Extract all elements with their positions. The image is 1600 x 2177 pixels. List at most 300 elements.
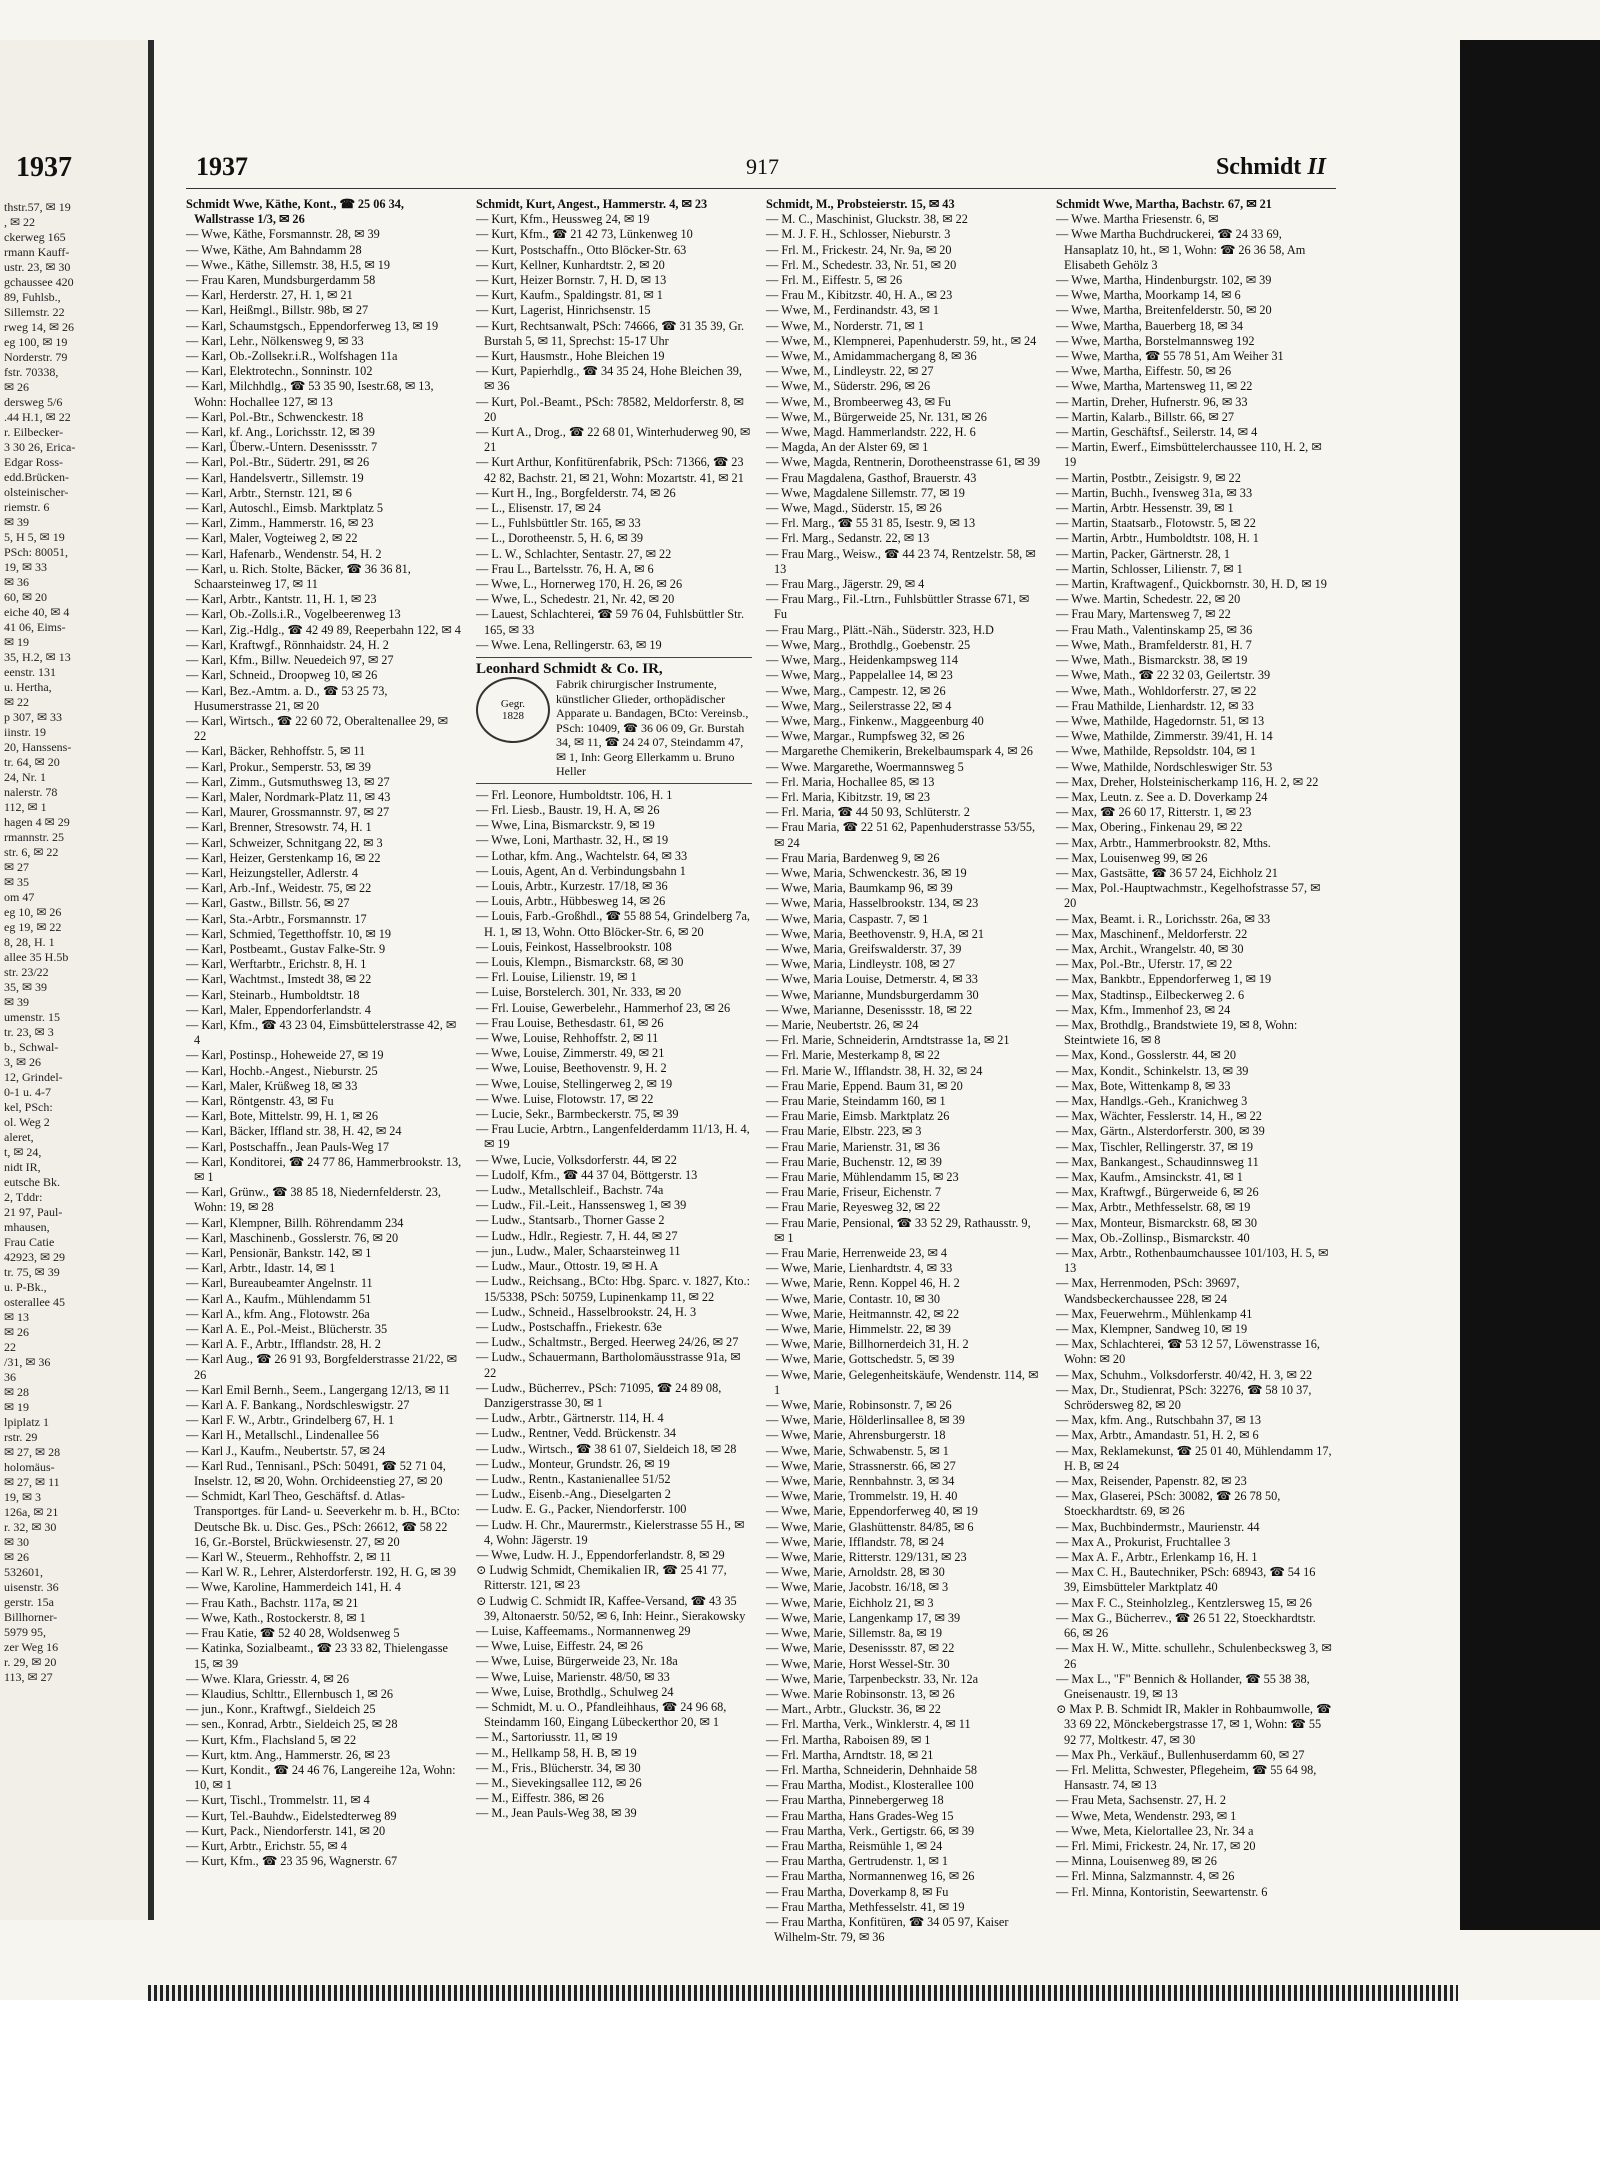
directory-entry: — Karl, Wachtmst., Imstedt 38, ✉ 22 <box>186 972 372 987</box>
directory-entry: — Karl, Hochb.-Angest., Nieburstr. 25 <box>186 1063 378 1078</box>
directory-entry: — Frl. Liesb., Baustr. 19, H. A, ✉ 26 <box>476 803 660 817</box>
left-page-line: hagen 4 ✉ 29 <box>4 815 70 829</box>
directory-entry: — Wwe, Lina, Bismarckstr. 9, ✉ 19 <box>476 818 655 833</box>
directory-entry: — Wwe, Mathilde, Nordschleswiger Str. 53 <box>1056 759 1273 774</box>
column-4 <box>1056 197 1332 1945</box>
directory-entry: — Wwe, L., Hornerweg 170, H. 26, ✉ 26 <box>476 577 683 592</box>
directory-entry: — Karl, Zig.-Hdlg., ☎ 42 49 89, Reeperbahn 122, ✉ 4 <box>186 622 461 637</box>
directory-entry: — Ludw., Schauermann, Bartholomäusstrasse 91a, ✉ 22 <box>476 1350 741 1380</box>
left-page-line: 22 <box>4 1340 16 1354</box>
directory-entry: — Kurt A., Drog., ☎ 22 68 01, Winterhuderweg 90, ✉ 21 <box>476 425 751 455</box>
directory-entry: — Wwe, Luise, Brothdlg., Schulweg 24 <box>476 1684 674 1699</box>
directory-entry: — Frau Marg., Fil.-Ltrn., Fuhlsbüttler Strasse 671, ✉ Fu <box>766 592 1030 622</box>
directory-entry: — Frau Karen, Mundsburgerdamm 58 <box>186 273 376 288</box>
directory-entry: — Karl, Pol.-Btr., Schwenckestr. 18 <box>186 409 364 424</box>
directory-entry: — Wwe, Louise, Stellingerweg 2, ✉ 19 <box>476 1076 673 1091</box>
left-page-line: str. 6, ✉ 22 <box>4 845 59 859</box>
left-page-line: 19, ✉ 33 <box>4 560 48 574</box>
directory-entry: — Karl, Konditorei, ☎ 24 77 86, Hammerbrookstr. 13, ✉ 1 <box>186 1154 462 1184</box>
directory-entry: — Wwe, Marie, Contastr. 10, ✉ 30 <box>766 1291 941 1306</box>
directory-entry: — Frau Magdalena, Gasthof, Brauerstr. 43 <box>766 470 977 485</box>
directory-entry: — Klaudius, Schlttr., Ellernbusch 1, ✉ 26 <box>186 1686 394 1701</box>
directory-entry: — Wwe, Marie, Schwabenstr. 5, ✉ 1 <box>766 1443 949 1458</box>
directory-entry: — Wwe, Marie, Heitmannstr. 42, ✉ 22 <box>766 1306 960 1321</box>
directory-entry: — Wwe, Marg., Brothdlg., Goebenstr. 25 <box>766 637 971 652</box>
left-page-line: riemstr. 6 <box>4 500 50 514</box>
directory-entry: — Frl. Maria, ☎ 44 50 93, Schlüterstr. 2 <box>766 805 970 820</box>
directory-entry: — Wwe, Marie, Himmelstr. 22, ✉ 39 <box>766 1322 951 1337</box>
left-page-line: rstr. 29 <box>4 1430 38 1444</box>
directory-entry: — Wwe, Margar., Rumpfsweg 32, ✉ 26 <box>766 729 965 744</box>
directory-entry: — Karl, Arb.-Inf., Weidestr. 75, ✉ 22 <box>186 881 372 896</box>
directory-entry: — Wwe, M., Klempnerei, Papenhuderstr. 59, ht., ✉ 24 <box>766 333 1037 348</box>
left-page-line: eg 100, ✉ 19 <box>4 335 68 349</box>
directory-entry: — Wwe, Marie, Gelegenheitskäufe, Wendenstr. 114, ✉ 1 <box>766 1367 1039 1397</box>
left-page-line: r. 29, ✉ 20 <box>4 1655 57 1669</box>
directory-entry: — Wwe, Maria, Baumkamp 96, ✉ 39 <box>766 881 953 896</box>
left-page-line: Sillemstr. 22 <box>4 305 65 319</box>
directory-entry: — Frl. Maria, Kibitzstr. 19, ✉ 23 <box>766 789 931 804</box>
directory-entry: — Karl, Zimm., Hammerstr. 16, ✉ 23 <box>186 516 374 531</box>
directory-entry: — Karl Aug., ☎ 26 91 93, Borgfelderstrasse 21/22, ✉ 26 <box>186 1352 457 1382</box>
directory-entry: — Wwe, Marg., Finkenw., Maggeenburg 40 <box>766 713 984 728</box>
left-page-line: thstr.57, ✉ 19 <box>4 200 71 214</box>
directory-entry: — Karl, Klempner, Billh. Röhrendamm 234 <box>186 1215 404 1230</box>
directory-entry: — Frau Math., Valentinskamp 25, ✉ 36 <box>1056 622 1253 637</box>
directory-entry: — Karl, Schmied, Tegetthoffstr. 10, ✉ 19 <box>186 926 392 941</box>
directory-entry: — Wwe, Marie, Ahrensburgerstr. 18 <box>766 1428 946 1443</box>
directory-entry: — Karl, Steinarb., Humboldtstr. 18 <box>186 987 360 1002</box>
directory-entry: — Wwe, Mathilde, Hagedornstr. 51, ✉ 13 <box>1056 713 1265 728</box>
directory-entry: — Ludw., Fil.-Leit., Hanssensweg 1, ✉ 39 <box>476 1198 687 1213</box>
directory-entry: — Max, Dreher, Holsteinischerkamp 116, H. 2, ✉ 22 <box>1056 774 1319 789</box>
directory-entry: — Louis, Agent, An d. Verbindungsbahn 1 <box>476 863 686 878</box>
directory-entry: — Karl, Prokur., Semperstr. 53, ✉ 39 <box>186 759 371 774</box>
directory-entry: — Frau Marie, Pensional, ☎ 33 52 29, Rathausstr. 9, ✉ 1 <box>766 1215 1031 1245</box>
left-page-line: 42923, ✉ 29 <box>4 1250 66 1264</box>
left-page-line: rmann Kauff- <box>4 245 70 259</box>
directory-entry: — Frl. Marie, Schneiderin, Arndtstrasse 1a, ✉ 21 <box>766 1033 1010 1048</box>
directory-entry: — Ludw., Reichsang., BCto: Hbg. Sparc. v. 1827, Kto.: 15/5338, PSch: 50759, Lupinenkamp 11, ✉ 22 <box>476 1274 751 1304</box>
directory-entry: — Magda, An der Alster 69, ✉ 1 <box>766 440 929 455</box>
directory-entry: — Wwe, Marie, Robinsonstr. 7, ✉ 26 <box>766 1398 952 1413</box>
directory-entry: — Martin, Staatsarb., Flotowstr. 5, ✉ 22 <box>1056 516 1256 531</box>
left-page-line: /31, ✉ 36 <box>4 1355 51 1369</box>
directory-entry: — Frau Maria, ☎ 22 51 62, Papenhuderstrasse 53/55, ✉ 24 <box>766 820 1036 850</box>
directory-entry: — Frau L., Bartelsstr. 76, H. A, ✉ 6 <box>476 561 654 576</box>
page-header <box>186 150 1336 189</box>
directory-entry: — L., Dorotheenstr. 5, H. 6, ✉ 39 <box>476 531 644 546</box>
directory-entry: — Frl. Louise, Gewerbelehr., Hammerhof 23, ✉ 26 <box>476 1000 731 1015</box>
directory-entry: — Frl. Martha, Verk., Winklerstr. 4, ✉ 11 <box>766 1717 971 1732</box>
directory-entry: — Martin, Arbtr. Hessenstr. 39, ✉ 1 <box>1056 501 1234 516</box>
left-page-lines <box>4 200 144 1685</box>
directory-entry: — Frau Martha, Normannenweg 16, ✉ 26 <box>766 1869 975 1884</box>
left-page-line: rweg 14, ✉ 26 <box>4 320 75 334</box>
directory-entry: — Karl, Maler, Krüßweg 18, ✉ 33 <box>186 1078 358 1093</box>
directory-entry: — Ludw., Arbtr., Gärtnerstr. 114, H. 4 <box>476 1411 664 1426</box>
left-page-line: dersweg 5/6 <box>4 395 63 409</box>
advertisement-box <box>476 657 752 784</box>
directory-entry: — Frl. Martha, Raboisen 89, ✉ 1 <box>766 1732 931 1747</box>
left-page-line: 35, H.2, ✉ 13 <box>4 650 71 664</box>
directory-entry: — Karl, Kfm., ☎ 43 23 04, Eimsbüttelerstrasse 42, ✉ 4 <box>186 1017 457 1048</box>
directory-entry: — Wwe, Käthe, Am Bahndamm 28 <box>186 242 362 257</box>
directory-entry: — Karl, Arbtr., Idastr. 14, ✉ 1 <box>186 1261 336 1276</box>
left-page-line: 12, Grindel- <box>4 1070 63 1084</box>
left-page-line: ✉ 35 <box>4 875 30 889</box>
directory-entry: — Wwe, M., Brombeerweg 43, ✉ Fu <box>766 394 951 409</box>
directory-entry: — Karl, Hafenarb., Wendenstr. 54, H. 2 <box>186 546 382 561</box>
directory-entry: — Schmidt, Karl Theo, Geschäftsf. d. Atlas-Transportges. für Land- u. Seeverkehr m. b. H., BCto: Deutsche Bk. u. Disc. Ges., PSch: 26612, ☎ 58 22 16, Gr.-Borstel, Brückwiesenstr. 27, ✉ 20 <box>186 1489 460 1549</box>
left-page-line: 5979 95, <box>4 1625 46 1639</box>
directory-entry: — Wwe, Marie, Glashüttenstr. 84/85, ✉ 6 <box>766 1519 974 1534</box>
directory-entry: — Ludw., Rentner, Vedd. Brückenstr. 34 <box>476 1426 676 1441</box>
directory-page <box>186 150 1336 1980</box>
directory-entry: — Wwe, Louise, Rehhoffstr. 2, ✉ 11 <box>476 1031 659 1046</box>
directory-entry: — Wwe, Marie, Sillemstr. 8a, ✉ 19 <box>766 1626 943 1641</box>
directory-entry: — Frau Kath., Bachstr. 117a, ✉ 21 <box>186 1595 359 1610</box>
directory-entry: — Kurt, Tischl., Trommelstr. 11, ✉ 4 <box>186 1793 370 1808</box>
directory-entry: — Wwe, Marie, Eppendorferweg 40, ✉ 19 <box>766 1504 978 1519</box>
left-page-line: eenstr. 131 <box>4 665 56 679</box>
directory-entry: — Frl. Louise, Lilienstr. 19, ✉ 1 <box>476 970 637 985</box>
directory-entry: — jun., Konr., Kraftwgf., Sieldeich 25 <box>186 1702 376 1717</box>
directory-entry: — Wwe, Math., Wohldorferstr. 27, ✉ 22 <box>1056 683 1257 698</box>
directory-entry: — Frau Meta, Sachsenstr. 27, H. 2 <box>1056 1793 1227 1808</box>
directory-entry: — L., Elisenstr. 17, ✉ 24 <box>476 501 601 516</box>
left-page-line: ol. Weg 2 <box>4 1115 50 1129</box>
directory-entry: — Kurt, Kaufm., Spaldingstr. 81, ✉ 1 <box>476 288 663 303</box>
directory-entry: — Wwe, Marg., Heidenkampsweg 114 <box>766 653 959 668</box>
directory-entry: — Wwe. Lena, Rellingerstr. 63, ✉ 19 <box>476 637 662 652</box>
left-page-line: gerstr. 15a <box>4 1595 54 1609</box>
left-page-line: rmannstr. 25 <box>4 830 64 844</box>
directory-entry: — Karl W., Steuerm., Rehhoffstr. 2, ✉ 11 <box>186 1550 392 1565</box>
left-page-line: ✉ 22 <box>4 695 30 709</box>
left-page-line: 8, 28, H. 1 <box>4 935 55 949</box>
directory-entry: — Ludw., Hdlr., Regiestr. 7, H. 44, ✉ 27 <box>476 1228 678 1243</box>
directory-entry: — Wwe, Marie, Eichholz 21, ✉ 3 <box>766 1595 934 1610</box>
directory-entry: — Martin, Dreher, Hufnerstr. 96, ✉ 33 <box>1056 394 1248 409</box>
directory-entry: — jun., Ludw., Maler, Schaarsteinweg 11 <box>476 1243 681 1258</box>
directory-entry: — Wwe, Martha, Moorkamp 14, ✉ 6 <box>1056 288 1241 303</box>
left-page-line: ✉ 39 <box>4 995 30 1009</box>
left-page-line: PSch: 80051, <box>4 545 69 559</box>
left-page-line: r. 32, ✉ 30 <box>4 1520 57 1534</box>
directory-entry: — Max, Ob.-Zollinsp., Bismarckstr. 40 <box>1056 1230 1250 1245</box>
directory-entry: — sen., Konrad, Arbtr., Sieldeich 25, ✉ 28 <box>186 1717 398 1732</box>
directory-entry: — Frau Martha, Konfitüren, ☎ 34 05 97, Kaiser Wilhelm-Str. 79, ✉ 36 <box>766 1914 1009 1945</box>
directory-entry: — Wwe, Luise, Eiffestr. 24, ✉ 26 <box>476 1639 643 1654</box>
directory-entry: — Martin, Arbtr., Humboldtstr. 108, H. 1 <box>1056 531 1259 546</box>
directory-entry: — Max H. W., Mitte. schullehr., Schulenbecksweg 3, ✉ 26 <box>1056 1641 1332 1671</box>
directory-entry: — Wwe. Martha Friesenstr. 6, ✉ <box>1056 212 1219 227</box>
directory-entry: — Wwe, Mathilde, Repsoldstr. 104, ✉ 1 <box>1056 744 1256 759</box>
directory-entry: — Karl, Milchhdlg., ☎ 53 35 90, Isestr.68, ✉ 13, Wohn: Hochallee 127, ✉ 13 <box>186 379 434 409</box>
directory-entry: — Frl. Marg., ☎ 55 31 85, Isestr. 9, ✉ 13 <box>766 516 976 531</box>
directory-entry: — M. J. F. H., Schlosser, Nieburstr. 3 <box>766 227 951 242</box>
directory-entry: — Max, Monteur, Bismarckstr. 68, ✉ 30 <box>1056 1215 1258 1230</box>
directory-entry: — Karl, Schweizer, Schnitgang 22, ✉ 3 <box>186 835 383 850</box>
left-page-line: umenstr. 15 <box>4 1010 60 1024</box>
directory-entry: — Max, Archit., Wrangelstr. 40, ✉ 30 <box>1056 941 1244 956</box>
directory-entry: — Max A., Prokurist, Fruchtallee 3 <box>1056 1534 1231 1549</box>
directory-entry: — Max, Gastsätte, ☎ 36 57 24, Eichholz 21 <box>1056 865 1278 880</box>
left-page-line: olsteinischer- <box>4 485 69 499</box>
directory-entry: — Max, ☎ 26 60 17, Ritterstr. 1, ✉ 23 <box>1056 805 1252 820</box>
directory-entry: — Wwe, Marg., Pappelallee 14, ✉ 23 <box>766 668 953 683</box>
directory-entry: — Wwe, Marie, Ifflandstr. 78, ✉ 24 <box>766 1534 944 1549</box>
directory-entry: — Kurt, Pol.-Beamt., PSch: 78582, Meldorferstr. 8, ✉ 20 <box>476 394 744 424</box>
left-page-fragment <box>0 40 154 1920</box>
directory-entry: — Karl, Lehr., Nölkensweg 9, ✉ 33 <box>186 333 364 348</box>
directory-entry: — Karl A. F., Arbtr., Ifflandstr. 28, H. 2 <box>186 1337 381 1352</box>
directory-entry: — Frau Martha, Hans Grades-Weg 15 <box>766 1808 954 1823</box>
directory-entry: — Luise, Borstelerch. 301, Nr. 333, ✉ 20 <box>476 985 681 1000</box>
left-page-line: zer Weg 16 <box>4 1640 59 1654</box>
directory-entry: — Karl, Pensionär, Bankstr. 142, ✉ 1 <box>186 1246 372 1261</box>
directory-entry: — Frau Marie, Eimsb. Marktplatz 26 <box>766 1109 950 1124</box>
directory-entry: — Wwe, Math., Bismarckstr. 38, ✉ 19 <box>1056 653 1248 668</box>
directory-entry: — Max, Kraftwgf., Bürgerweide 6, ✉ 26 <box>1056 1185 1259 1200</box>
directory-entry: — Martin, Geschäftsf., Seilerstr. 14, ✉ 4 <box>1056 425 1258 440</box>
left-page-line: u. P-Bk., <box>4 1280 47 1294</box>
directory-entry: — Ludw. E. G., Packer, Niendorferstr. 100 <box>476 1502 687 1517</box>
directory-entry: — Kurt, Kfm., ☎ 21 42 73, Lünkenweg 10 <box>476 227 693 242</box>
directory-entry: — Karl, u. Rich. Stolte, Bäcker, ☎ 36 36 81, Schaarsteinweg 17, ✉ 11 <box>186 561 411 592</box>
directory-entry: — Frau Marie, Mühlendamm 15, ✉ 23 <box>766 1170 959 1184</box>
directory-entry: — Max G., Bücherrev., ☎ 26 51 22, Stoeckhardtstr. 66, ✉ 26 <box>1056 1610 1316 1641</box>
directory-entry: — Max, Kondit., Schinkelstr. 13, ✉ 39 <box>1056 1063 1249 1078</box>
directory-entry: — Max, Leutn. z. See a. D. Doverkamp 24 <box>1056 789 1268 804</box>
left-page-line: u. Hertha, <box>4 680 52 694</box>
directory-entry: Schmidt, Kurt, Angest., Hammerstr. 4, ✉ 23 <box>476 197 708 211</box>
directory-entry: — Max, Brothdlg., Brandstwiete 19, ✉ 8, Wohn: Steintwiete 16, ✉ 8 <box>1056 1017 1298 1048</box>
directory-entry: — Max L., "F" Bennich & Hollander, ☎ 55 38 38, Gneisenaustr. 19, ✉ 13 <box>1056 1671 1310 1701</box>
directory-entry: — Karl, Schneid., Droopweg 10, ✉ 26 <box>186 668 378 683</box>
directory-entry: — Luise, Kaffeemams., Normannenweg 29 <box>476 1623 691 1638</box>
directory-entry: — Wwe, Martha, Breitenfelderstr. 50, ✉ 20 <box>1056 303 1272 318</box>
directory-entry: — Wwe, Käthe, Forsmannstr. 28, ✉ 39 <box>186 227 380 242</box>
left-page-line: 41 06, Eims- <box>4 620 66 634</box>
directory-entry: — Wwe, Marie, Horst Wessel-Str. 30 <box>766 1656 950 1671</box>
directory-entry: — Ludw., Eisenb.-Ang., Dieselgarten 2 <box>476 1487 671 1502</box>
directory-entry: — Wwe, Maria, Lindleystr. 108, ✉ 27 <box>766 957 956 972</box>
directory-entry: — Wwe, Marie, Strassnerstr. 66, ✉ 27 <box>766 1458 956 1473</box>
directory-entry: — Katinka, Sozialbeamt., ☎ 23 33 82, Thielengasse 15, ✉ 39 <box>186 1641 448 1671</box>
directory-entry: — Wwe, Marie, Billhornerdeich 31, H. 2 <box>766 1337 969 1352</box>
left-page-line: ✉ 28 <box>4 1385 30 1399</box>
running-head-section: II <box>1307 154 1326 180</box>
left-page-line: 2, Tddr: <box>4 1190 43 1204</box>
left-page-line: uisenstr. 36 <box>4 1580 59 1594</box>
ad-text: Fabrik chirurgischer Instrumente, künstlicher Glieder, orthopädischer Apparate u. Bandagen, BCto: Vereinsb., PSch: 10409, ☎ 36 06 09, Gr. Burstah 34, ✉ 11, ☎ 24 24 07, Steindamm 47, ✉ 1, Inh: Georg Ellerkamm u. Bruno Heller <box>556 677 749 779</box>
left-page-line: Edgar Ross- <box>4 455 63 469</box>
directory-entry: — Karl, Maler, Nordmark-Platz 11, ✉ 43 <box>186 789 391 804</box>
directory-entry: — Karl, Bureaubeamter Angelnstr. 11 <box>186 1276 373 1291</box>
directory-entry: — Frl. Marie, Mesterkamp 8, ✉ 22 <box>766 1048 940 1063</box>
directory-entry: — Karl, Arbtr., Kantstr. 11, H. 1, ✉ 23 <box>186 592 377 607</box>
directory-entry: ⊙ Ludwig C. Schmidt IR, Kaffee-Versand, ☎ 43 35 39, Altonaerstr. 50/52, ✉ 6, Inh: Heinr., Sierakowsky <box>476 1593 746 1623</box>
left-page-line: 89, Fuhlsb., <box>4 290 61 304</box>
directory-entry: — Louis, Arbtr., Kurzestr. 17/18, ✉ 36 <box>476 879 668 894</box>
directory-entry: — Karl, Maschinenb., Gosslerstr. 76, ✉ 20 <box>186 1230 399 1245</box>
directory-entry: — Wwe, Marie, Langenkamp 17, ✉ 39 <box>766 1610 961 1625</box>
directory-entry: — Wwe, Maria Louise, Detmerstr. 4, ✉ 33 <box>766 972 978 987</box>
directory-entry: — Ludw., Bücherrev., PSch: 71095, ☎ 24 89 08, Danzigerstrasse 30, ✉ 1 <box>476 1380 722 1410</box>
directory-entry: — Wwe, Lucie, Volksdorferstr. 44, ✉ 22 <box>476 1152 677 1167</box>
directory-entry: — Kurt, Kondit., ☎ 24 46 76, Langereihe 12a, Wohn: 10, ✉ 1 <box>186 1762 456 1793</box>
directory-entry: — Minna, Louisenweg 89, ✉ 26 <box>1056 1854 1217 1869</box>
directory-entry: Schmidt, M., Probsteierstr. 15, ✉ 43 <box>766 197 955 211</box>
directory-entry: — Max, Gärtn., Alsterdorferstr. 300, ✉ 39 <box>1056 1124 1265 1139</box>
left-page-line: .44 H.1, ✉ 22 <box>4 410 71 424</box>
directory-entry: — Max F. C., Steinholzleg., Kentzlersweg 15, ✉ 26 <box>1056 1595 1312 1610</box>
running-head-surname: Schmidt <box>1215 154 1302 180</box>
left-page-line: Frau Catie <box>4 1235 55 1249</box>
directory-entry: — Frl. Martha, Arndtstr. 18, ✉ 21 <box>766 1747 934 1762</box>
directory-entry: — Wwe, Louise, Beethovenstr. 9, H. 2 <box>476 1061 667 1076</box>
scan-edge-band <box>148 1985 1458 2001</box>
left-page-line: eutsche Bk. <box>4 1175 60 1189</box>
directory-entry: — Frl. M., Eiffestr. 5, ✉ 26 <box>766 273 903 288</box>
directory-entry: — Ludolf, Kfm., ☎ 44 37 04, Böttgerstr. 13 <box>476 1167 698 1182</box>
directory-entry: — Schmidt, M. u. O., Pfandleihhaus, ☎ 24 96 68, Steindamm 160, Eingang Lübeckerthor 20, ✉ 1 <box>476 1699 727 1730</box>
left-page-line: 35, ✉ 39 <box>4 980 48 994</box>
directory-entry: — Wwe Martha Buchdruckerei, ☎ 24 33 69, Hansaplatz 10, ht., ✉ 1, Wohn: ☎ 26 36 58, Am Elisabeth Gehölz 3 <box>1056 227 1306 272</box>
directory-entry: — Karl, Handelsvertr., Sillemstr. 19 <box>186 470 364 485</box>
left-page-line: ✉ 26 <box>4 380 30 394</box>
directory-entry: — Karl A. F. Bankang., Nordschleswigstr. 27 <box>186 1398 410 1413</box>
directory-entry: — Karl, Grünw., ☎ 38 85 18, Niedernfelderstr. 23, Wohn: 19, ✉ 28 <box>186 1185 441 1215</box>
directory-entry: — Wwe, Marie, Desenissstr. 87, ✉ 22 <box>766 1641 955 1656</box>
left-page-line: Norderstr. 79 <box>4 350 68 364</box>
directory-entry: — Wwe, Maria, Greifswalderstr. 37, 39 <box>766 941 962 956</box>
directory-entry: — Karl A., kfm. Ang., Flotowstr. 26a <box>186 1306 370 1321</box>
left-page-line: 113, ✉ 27 <box>4 1670 53 1684</box>
directory-entry: — Wwe, Marie, Trommelstr. 19, H. 40 <box>766 1489 958 1504</box>
directory-entry: — Wwe, L., Schedestr. 21, Nr. 42, ✉ 20 <box>476 592 675 607</box>
directory-entry: — Wwe, M., Süderstr. 296, ✉ 26 <box>766 379 931 394</box>
directory-entry: — M., Eiffestr. 386, ✉ 26 <box>476 1791 604 1806</box>
directory-entry: — Louis, Arbtr., Hübbesweg 14, ✉ 26 <box>476 894 666 909</box>
directory-entry: — Frl. Minna, Kontoristin, Seewartenstr. 6 <box>1056 1884 1268 1899</box>
directory-entry: — Frau Marie, Eppend. Baum 31, ✉ 20 <box>766 1078 963 1093</box>
directory-entry: — Max, Dr., Studienrat, PSch: 32276, ☎ 58 10 37, Schrödersweg 82, ✉ 20 <box>1056 1382 1312 1413</box>
directory-entry: — Frau M., Kibitzstr. 40, H. A., ✉ 23 <box>766 288 953 303</box>
left-page-line: str. 23/22 <box>4 965 49 979</box>
directory-entry: — Frau Marg., Plätt.-Näh., Süderstr. 323, H.D <box>766 622 994 637</box>
directory-entry: — Frau Marie, Steindamm 160, ✉ 1 <box>766 1093 946 1108</box>
directory-entry: — Wwe, Louise, Zimmerstr. 49, ✉ 21 <box>476 1046 665 1061</box>
left-page-line: b., Schwal- <box>4 1040 59 1054</box>
left-page-line: tr. 23, ✉ 3 <box>4 1025 54 1039</box>
directory-entry: — Max, Beamt. i. R., Lorichsstr. 26a, ✉ 33 <box>1056 911 1271 926</box>
directory-entry: — Karl, Schaumstgsch., Eppendorferweg 13, ✉ 19 <box>186 318 439 333</box>
directory-entry: — Frau Martha, Verk., Gertigstr. 66, ✉ 39 <box>766 1823 975 1838</box>
directory-entry: — Frau Martha, Doverkamp 8, ✉ Fu <box>766 1884 949 1899</box>
left-page-line: eg 19, ✉ 22 <box>4 920 62 934</box>
directory-entry: — Martin, Postbtr., Zeisigstr. 9, ✉ 22 <box>1056 470 1241 485</box>
directory-entry: — Frau Marie, Elbstr. 223, ✉ 3 <box>766 1124 922 1139</box>
directory-entry: — Frau Martha, Methfesselstr. 41, ✉ 19 <box>766 1899 965 1914</box>
directory-entry: — Martin, Packer, Gärtnerstr. 28, 1 <box>1056 546 1231 561</box>
directory-entry: — Wwe. Klara, Griesstr. 4, ✉ 26 <box>186 1671 350 1686</box>
left-page-line: ✉ 19 <box>4 635 30 649</box>
directory-entry: — Frl. M., Schedestr. 33, Nr. 51, ✉ 20 <box>766 257 957 272</box>
left-page-line: iinstr. 19 <box>4 725 47 739</box>
directory-entry: — Karl, Heizer, Gerstenkamp 16, ✉ 22 <box>186 850 381 865</box>
column-2 <box>476 197 752 1945</box>
directory-entry: — Max, Kond., Gosslerstr. 44, ✉ 20 <box>1056 1048 1237 1063</box>
left-page-line: gchaussee 420 <box>4 275 74 289</box>
directory-entry: — Kurt H., Ing., Borgfelderstr. 74, ✉ 26 <box>476 485 676 500</box>
directory-entry: — Ludw., Maur., Ottostr. 19, ✉ H. A <box>476 1259 659 1274</box>
directory-entry: — Karl, Arbtr., Sternstr. 121, ✉ 6 <box>186 485 352 500</box>
directory-entry: — Frau Marg., Weisw., ☎ 44 23 74, Rentzelstr. 58, ✉ 13 <box>766 546 1036 576</box>
directory-entry: — Kurt, ktm. Ang., Hammerstr. 26, ✉ 23 <box>186 1747 390 1762</box>
directory-entry: — Wwe, Marie, Rennbahnstr. 3, ✉ 34 <box>766 1474 955 1489</box>
left-page-line: ✉ 26 <box>4 1325 30 1339</box>
directory-entry: — Max, Arbtr., Amandastr. 51, H. 2, ✉ 6 <box>1056 1428 1259 1443</box>
left-page-line: r. Eilbecker- <box>4 425 64 439</box>
directory-entry: — Kurt, Kfm., Heussweg 24, ✉ 19 <box>476 212 650 227</box>
directory-entry: — Wwe, Marie, Lienhardtstr. 4, ✉ 33 <box>766 1261 953 1276</box>
left-page-line: 5, H 5, ✉ 19 <box>4 530 65 544</box>
left-page-line: eg 10, ✉ 26 <box>4 905 62 919</box>
directory-entry: — Ludw. H. Chr., Maurermstr., Kielerstrasse 55 H., ✉ 4, Wohn: Jägerstr. 19 <box>476 1517 745 1547</box>
directory-entry: — Louis, Klempn., Bismarckstr. 68, ✉ 30 <box>476 955 684 970</box>
directory-entry: — Frl. Minna, Salzmannstr. 4, ✉ 26 <box>1056 1869 1235 1884</box>
left-page-line: kel, PSch: <box>4 1100 53 1114</box>
directory-entry: — Kurt, Lagerist, Hinrichsenstr. 15 <box>476 303 651 318</box>
left-page-line: ✉ 27, ✉ 11 <box>4 1475 60 1489</box>
left-page-line: 532601, <box>4 1565 43 1579</box>
directory-entry: — Frau Marie, Buchenstr. 12, ✉ 39 <box>766 1154 942 1169</box>
directory-entry: — Kurt, Arbtr., Erichstr. 55, ✉ 4 <box>186 1838 347 1853</box>
left-page-line: mhausen, <box>4 1220 50 1234</box>
directory-entry: — Wwe, Maria, Schwenckestr. 36, ✉ 19 <box>766 865 967 880</box>
directory-entry: — Max, Schuhm., Volksdorferstr. 40/42, H. 3, ✉ 22 <box>1056 1367 1313 1382</box>
directory-entry: — Max, Buchbindermstr., Maurienstr. 44 <box>1056 1519 1260 1534</box>
directory-entry: — Karl, Postbeamt., Gustav Falke-Str. 9 <box>186 941 386 956</box>
directory-entry: — Ludw., Monteur, Grundstr. 26, ✉ 19 <box>476 1456 670 1471</box>
directory-entry: — Kurt, Kellner, Kunhardtstr. 2, ✉ 20 <box>476 257 665 272</box>
directory-entry: — Wwe, M., Lindleystr. 22, ✉ 27 <box>766 364 934 379</box>
directory-entry: — Kurt, Tel.-Bauhdw., Eidelstedterweg 89 <box>186 1808 397 1823</box>
directory-entry: — Karl, Kraftwgf., Rönnhaidstr. 24, H. 2 <box>186 637 389 652</box>
left-page-line: ckerweg 165 <box>4 230 66 244</box>
left-page-line: p 307, ✉ 33 <box>4 710 63 724</box>
left-page-year: 1937 <box>16 152 72 183</box>
directory-entry: — Frau Marie, Friseur, Eichenstr. 7 <box>766 1185 942 1200</box>
directory-entry: — Martin, Kraftwagenf., Quickbornstr. 30, H. D, ✉ 19 <box>1056 577 1327 592</box>
left-page-line: 3 30 26, Erica- <box>4 440 76 454</box>
directory-entry: — Karl, Werftarbtr., Erichstr. 8, H. 1 <box>186 957 367 972</box>
directory-entry: — Karl, kf. Ang., Lorichsstr. 12, ✉ 39 <box>186 425 375 440</box>
directory-entry: — Wwe, Magdalene Sillemstr. 77, ✉ 19 <box>766 485 965 500</box>
left-page-line: tr. 75, ✉ 39 <box>4 1265 60 1279</box>
directory-entry: — Wwe, Marie, Jacobstr. 16/18, ✉ 3 <box>766 1580 949 1595</box>
directory-entry: — Karl W. R., Lehrer, Alsterdorferstr. 192, H. G, ✉ 39 <box>186 1565 457 1580</box>
left-page-line: 126a, ✉ 21 <box>4 1505 59 1519</box>
left-page-line: edd.Brücken- <box>4 470 69 484</box>
directory-entry: — Wwe, Karoline, Hammerdeich 141, H. 4 <box>186 1580 401 1595</box>
directory-entry: — Frau Lucie, Arbtrn., Langenfelderdamm 11/13, H. 4, ✉ 19 <box>476 1122 750 1152</box>
column-1 <box>186 197 462 1945</box>
left-page-line: ustr. 23, ✉ 30 <box>4 260 71 274</box>
